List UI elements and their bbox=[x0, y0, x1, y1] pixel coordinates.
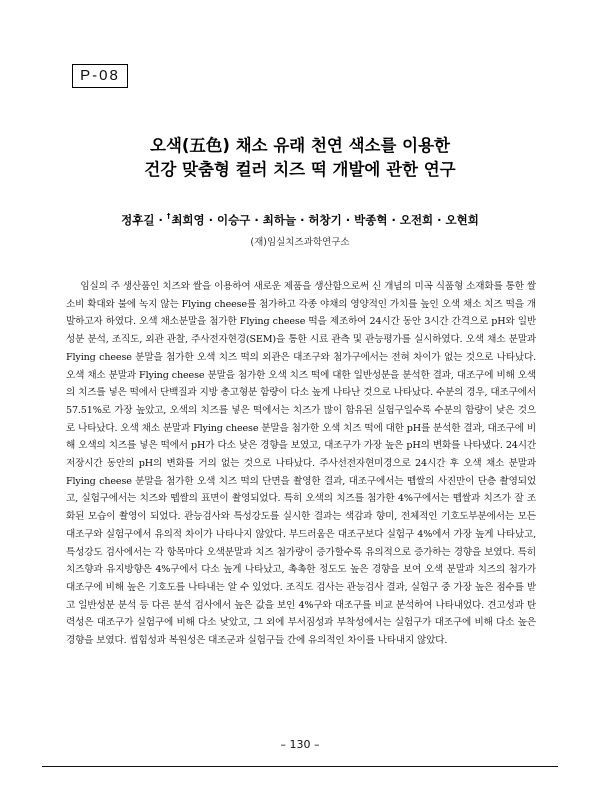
corresponding-author-mark: † bbox=[166, 212, 171, 220]
abstract-body: 임실의 주 생산품인 치즈와 쌀을 이용하여 새로운 제품을 생산함으로써 신 개념의 미곡 식품형 소재화를 통한 쌀 소비 확대와 불에 녹지 않는 Flying cheese를 첨가하고 각종 야채의 영양적인 가치를 높인 오색 채소 치즈 떡을 개발하고자 하였다. 오색 채소분말을 첨가한 Flying cheese 떡을 제조하여 24시간 동안 3시간 간격으로 pH와 일반성분 분석, 조직도, 외관 관찰, 주사전자현경(SEM)을 통한 시료 관측 및 관능평가를 실시하였다. 오색 채소 분말과 Flying cheese 분말을 첨가한 오색 치즈 떡의 외관은 대조구와 첨가구에서는 전혀 차이가 없는 것으로 나타났다. 오색 채소 분말과 Flying cheese 분말을 첨가한 오색 치즈 떡에 대한 일반성분을 분석한 결과, 대조구에 비해 오색의 치즈를 넣은 떡에서 단백질과 지방 총고형분 함량이 다소 높게 나타난 것으로 나타났다. 수분의 경우, 대조구에서 57.51%로 가장 높았고, 오색의 치즈를 넣은 떡에서는 치즈가 많이 함유된 실험구일수록 수분의 함량이 낮은 것으로 나타났다. 오색 채소 분말과 Flying cheese 분말을 첨가한 오색 치즈 떡에 대한 pH를 분석한 결과, 대조구에 비해 오색의 치즈를 넣은 떡에서 pH가 다소 낮은 경향을 보였고, 대조구가 가장 높은 pH의 변화를 나타냈다. 24시간 저장시간 동안의 pH의 변화를 거의 없는 것으로 나타났다. 주사선전자현미경으로 24시간 후 오색 채소 분말과 Flying cheese 분말을 첨가한 오색 치즈 떡의 단면을 촬영한 결과, 대조구에서는 뗍쌀의 사진만이 단층 촬영되었고, 실험구에서는 치즈와 뗍쌀의 표면이 촬영되었다. 특히 오색의 치즈를 첨가한 4%구에서는 뗍쌀과 치즈가 잘 조화된 모습이 촬영이 되었다. 관능검사와 특성강도를 실시한 결과는 색감과 향미, 전체적인 기호도부분에서는 모든 대조구와 실험구에서 유의적 차이가 나타나지 않았다. 부드러움은 대조구보다 실험구 4%에서 가장 높게 나타났고, 특성강도 검사에서는 각 항목마다 오색분말과 치즈 첨가량이 증가할수록 유의적으로 증가하는 경향을 보였다. 특히 치즈향과 유지방향은 4%구에서 다소 높게 나타났고, 촉촉한 정도도 높은 경향을 보여 오색 분말과 치즈의 첨가가 대조구에 비해 높은 기호도를 나타내는 알 수 있었다. 조직도 검사는 관능검사 결과, 실험구 중 가장 높은 점수를 받고 일반성분 분석 등 다른 분석 검사에서 높은 값을 보인 4%구와 대조구를 비교 분석하여 나타내었다. 견고성과 탄력성은 대조구가 실험구에 비해 다소 낮았고, 그 외에 부서짐성과 부착성에서는 실험구가 대조구에 비해 다소 높은 경향을 보였다. 씹힘성과 복원성은 대조군과 실험구들 간에 유의적인 차이를 나타내지 않았다. bbox=[66, 281, 536, 647]
co-authors: 최희영 · 이승구 · 최하늘 · 허창기 · 박종혁 · 오전희 · 오현희 bbox=[171, 213, 479, 227]
paper-title bbox=[40, 134, 560, 182]
first-author: 정후길 · bbox=[121, 213, 167, 227]
paper-title-line-2: 건강 맞춤형 컬러 치즈 떡 개발에 관한 연구 bbox=[144, 160, 456, 179]
author-list bbox=[40, 208, 560, 228]
footer-rule bbox=[42, 766, 558, 767]
page-number: – 130 – bbox=[280, 738, 320, 751]
paper-title-line-1: 오색(五色) 채소 유래 천연 색소를 이용한 bbox=[150, 136, 450, 155]
affiliation: (재)임실치즈과학연구소 bbox=[250, 237, 350, 248]
poster-number-label: P-08 bbox=[72, 64, 128, 88]
